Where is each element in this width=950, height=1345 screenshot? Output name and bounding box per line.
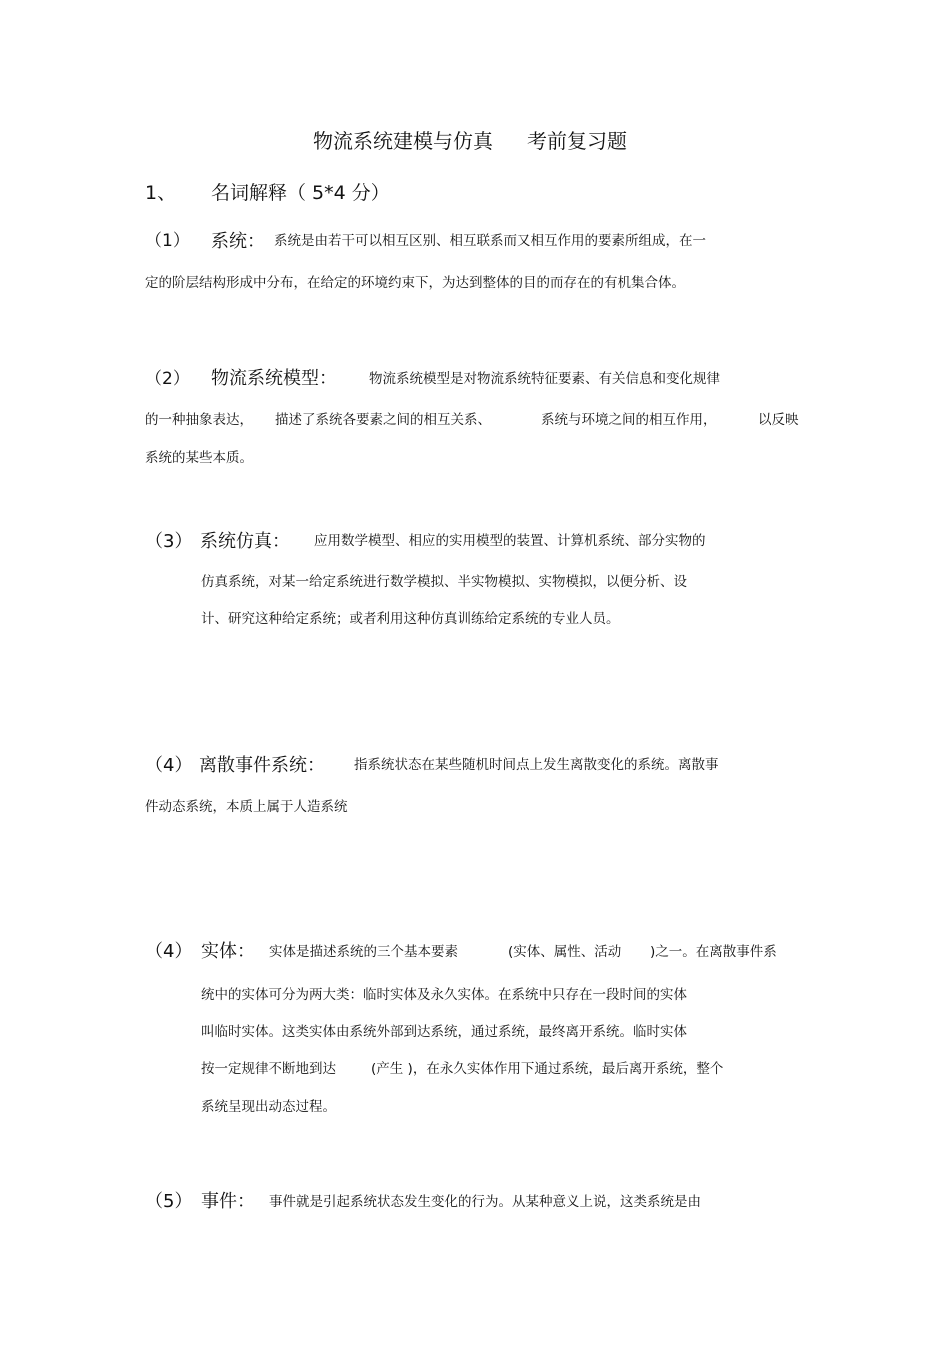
item-1-line-2: 定的阶层结构形成中分布，在给定的环境约束下，为达到整体的目的而存在的有机集合体。 xyxy=(145,275,685,291)
item-4-line-1: 指系统状态在某些随机时间点上发生离散变化的系统。离散事 xyxy=(354,757,719,773)
item-5-line-1a: 实体是描述系统的三个基本要素 xyxy=(269,944,458,960)
item-2-line-1: 物流系统模型是对物流系统特征要素、有关信息和变化规律 xyxy=(369,371,720,387)
item-2-line-2d: 以反映 xyxy=(758,412,799,428)
item-6-number: （5） xyxy=(145,1191,193,1212)
item-6-line-1: 事件就是引起系统状态发生变化的行为。从某种意义上说，这类系统是由 xyxy=(269,1194,701,1210)
doc-title-part2: 考前复习题 xyxy=(527,129,627,153)
item-5-line-4b: (产生 )，在永久实体作用下通过系统，最后离开系统，整个 xyxy=(371,1061,724,1077)
item-3-number: （3） xyxy=(145,531,193,552)
item-2-line-3: 系统的某些本质。 xyxy=(145,450,253,466)
item-1-number: （1） xyxy=(145,231,190,251)
item-2-number: （2） xyxy=(145,369,190,389)
item-5-number: （4） xyxy=(145,941,193,962)
item-3-line-3: 计、研究这种给定系统；或者利用这种仿真训练给定系统的专业人员。 xyxy=(201,611,620,627)
item-5-line-5: 系统呈现出动态过程。 xyxy=(201,1099,336,1115)
item-6-term: 事件： xyxy=(201,1191,255,1212)
section-number: 1、 xyxy=(145,182,177,204)
item-3-line-2: 仿真系统，对某一给定系统进行数学模拟、半实物模拟、实物模拟，以便分析、设 xyxy=(201,574,687,590)
item-5-line-2: 统中的实体可分为两大类：临时实体及永久实体。在系统中只存在一段时间的实体 xyxy=(201,987,687,1003)
section-heading: 名词解释（ 5*4 分） xyxy=(211,182,390,204)
item-5-term: 实体： xyxy=(201,941,255,962)
item-2-term: 物流系统模型： xyxy=(211,368,337,389)
item-2-line-2a: 的一种抽象表达， xyxy=(145,412,253,428)
item-5-line-3: 叫临时实体。这类实体由系统外部到达系统，通过系统，最终离开系统。临时实体 xyxy=(201,1024,687,1040)
item-2-line-2b: 描述了系统各要素之间的相互关系、 xyxy=(275,412,491,428)
item-5-line-1b: (实体、属性、活动 xyxy=(508,944,622,960)
item-4-term: 离散事件系统： xyxy=(199,755,325,776)
item-4-line-2: 件动态系统，本质上属于人造系统 xyxy=(145,799,348,815)
item-1-term: 系统： xyxy=(211,231,265,252)
item-3-term: 系统仿真： xyxy=(200,531,290,552)
item-4-number: （4） xyxy=(145,755,193,776)
item-5-line-4a: 按一定规律不断地到达 xyxy=(201,1061,336,1077)
item-1-line-1: 系统是由若干可以相互区别、相互联系而又相互作用的要素所组成，在一 xyxy=(274,233,706,249)
item-5-line-1c: )之一。在离散事件系 xyxy=(650,944,777,960)
doc-title-part1: 物流系统建模与仿真 xyxy=(313,129,493,153)
item-2-line-2c: 系统与环境之间的相互作用， xyxy=(541,412,717,428)
item-3-line-1: 应用数学模型、相应的实用模型的装置、计算机系统、部分实物的 xyxy=(314,533,706,549)
